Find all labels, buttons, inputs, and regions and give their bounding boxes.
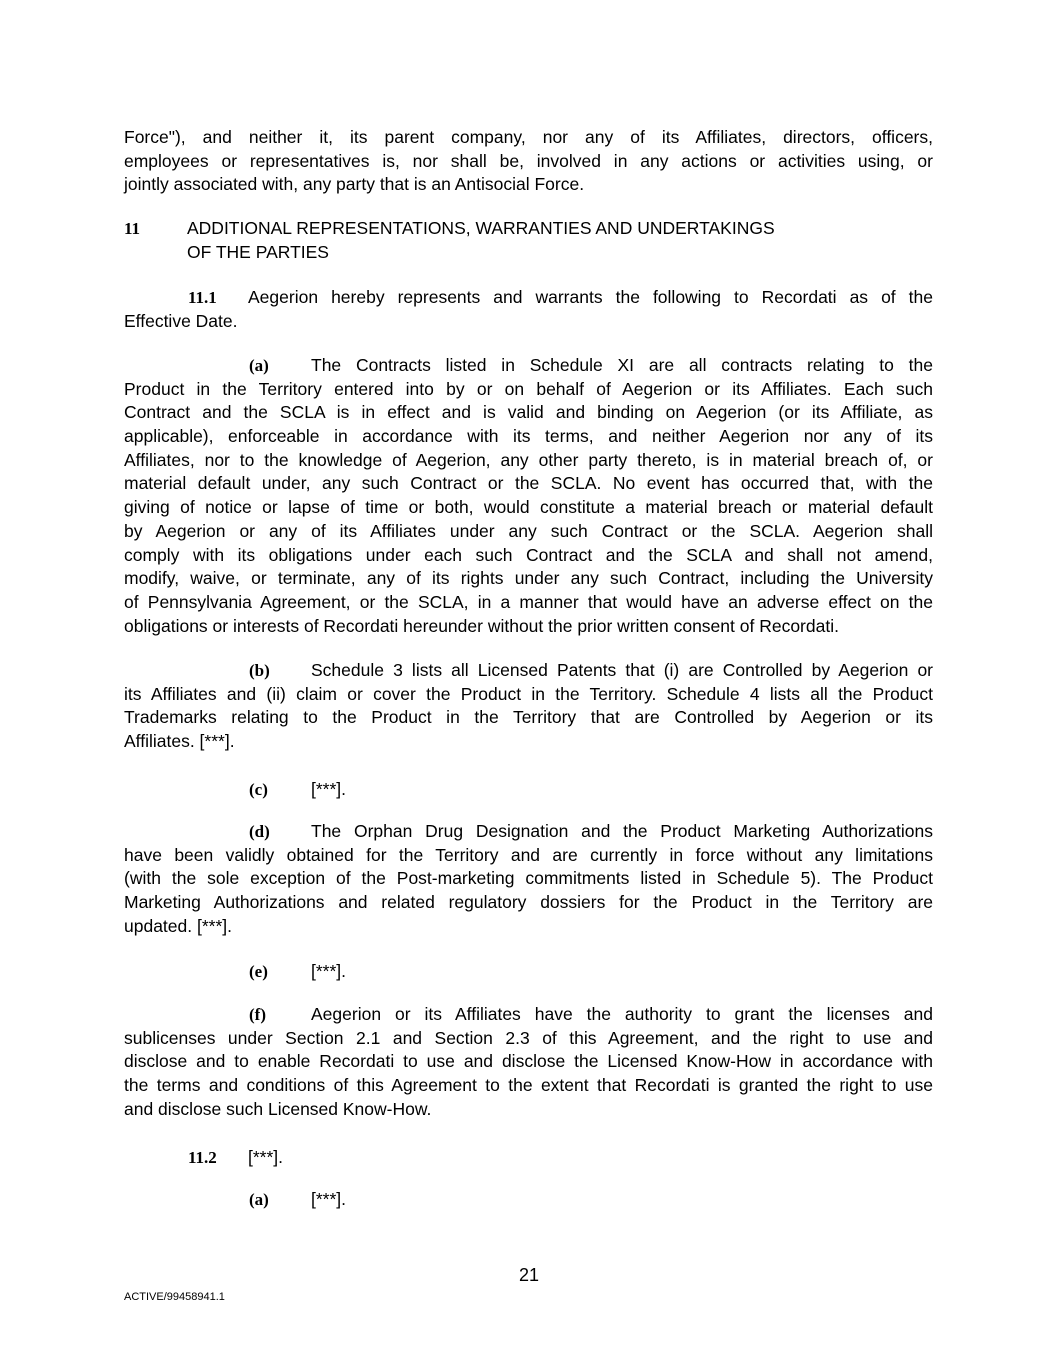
text-line (124, 844, 933, 868)
line-text: [***]. (311, 1189, 347, 1209)
clause-label: (a) (249, 356, 269, 375)
clause-label: 11.2 (188, 1148, 217, 1167)
line-text: The Contracts listed in Schedule XI are all contracts relating to the (311, 355, 933, 375)
line-text: material default under, any such Contract or the SCLA. No event has occurred that, with the (124, 473, 933, 494)
line-text: employees or representatives is, nor shall be, involved in any actions or activities using, or (124, 150, 933, 171)
line-text: applicable), enforceable in accordance with its terms, and neither Aegerion nor any of its (124, 426, 933, 447)
text-line (124, 126, 933, 150)
line-text: Aegerion hereby represents and warrants the following to Recordati as of the (248, 287, 933, 307)
line-text: comply with its obligations under each such Contract and the SCLA and shall not amend, (124, 544, 933, 565)
text-line (124, 867, 933, 891)
text-line (124, 425, 933, 449)
text-line (124, 173, 933, 197)
text-line (124, 472, 933, 496)
line-text: and disclose such Licensed Know-How. (124, 1098, 432, 1119)
line-text: Marketing Authorizations and related regulatory dossiers for the Product in the Territory are (124, 892, 933, 913)
clause-label: (b) (249, 661, 270, 680)
line-text: of Pennsylvania Agreement, or the SCLA, in a manner that would have an adverse effect on the (124, 591, 933, 612)
text-line (124, 354, 933, 378)
footer-doc-id: ACTIVE/99458941.1 (124, 1291, 225, 1303)
text-line (124, 567, 933, 591)
line-text: modify, waive, or terminate, any of its rights under any such Contract, including the University (124, 568, 933, 589)
line-text: Affiliates, nor to the knowledge of Aegerion, any other party thereto, is in material breach of, or (124, 449, 933, 470)
line-text: Product in the Territory entered into by or on behalf of Aegerion or its Affiliates. Each such (124, 378, 933, 399)
text-line (124, 730, 933, 754)
paragraph (124, 960, 933, 984)
text-line (124, 778, 933, 802)
text-line (124, 591, 933, 615)
paragraph (124, 286, 933, 333)
text-line (124, 1003, 933, 1027)
text-line (124, 960, 933, 984)
section-number: 11 (124, 219, 141, 238)
paragraph (124, 126, 933, 197)
clause-label: (c) (249, 780, 268, 799)
line-text: Schedule 3 lists all Licensed Patents that (i) are Controlled by Aegerion or (311, 660, 933, 680)
line-text: by Aegerion or any of its Affiliates under any such Contract or the SCLA. Aegerion shall (124, 520, 933, 541)
text-line (124, 449, 933, 473)
clause-label: (e) (249, 962, 268, 981)
line-text: Contract and the SCLA is in effect and is valid and binding on Aegerion (or its Affiliate, as (124, 402, 933, 423)
text-line (124, 891, 933, 915)
text-line (124, 1074, 933, 1098)
paragraph (124, 820, 933, 938)
paragraph (124, 1146, 933, 1170)
text-line (124, 1188, 933, 1212)
line-text: (with the sole exception of the Post-marketing commitments listed in Schedule 5). The Product (124, 868, 933, 889)
paragraph (124, 1188, 933, 1212)
text-line (124, 706, 933, 730)
text-line (124, 1098, 933, 1122)
paragraph (124, 1003, 933, 1121)
line-text: [***]. (248, 1147, 284, 1167)
line-text: jointly associated with, any party that is an Antisocial Force. (124, 174, 585, 195)
paragraph (124, 354, 933, 638)
text-line (124, 1146, 933, 1170)
text-line (124, 310, 933, 334)
text-line (124, 659, 933, 683)
line-text: have been validly obtained for the Territory and are currently in force without any limitations (124, 844, 933, 865)
paragraph (124, 778, 933, 802)
line-text: the terms and conditions of this Agreement to the extent that Recordati is granted the right to use (124, 1075, 933, 1096)
line-text: its Affiliates and (ii) claim or cover the Product in the Territory. Schedule 4 lists all the Product (124, 683, 933, 704)
section-title-line1: ADDITIONAL REPRESENTATIONS, WARRANTIES AND UNDERTAKINGS (187, 218, 775, 238)
line-text: Effective Date. (124, 310, 238, 331)
text-line (124, 1027, 933, 1051)
text-line (124, 496, 933, 520)
line-text: Trademarks relating to the Product in the Territory that are Controlled by Aegerion or its (124, 707, 933, 728)
line-text: giving of notice or lapse of time or both, would constitute a material breach or material default (124, 497, 933, 518)
line-text: obligations or interests of Recordati hereunder without the prior written consent of Recordati. (124, 615, 839, 636)
line-text: disclose and to enable Recordati to use and disclose the Licensed Know-How in accordance with (124, 1051, 933, 1072)
clause-label: (d) (249, 822, 270, 841)
line-text: [***]. (311, 779, 347, 799)
text-line (124, 915, 933, 939)
line-text: [***]. (311, 961, 347, 981)
clause-label: 11.1 (188, 288, 217, 307)
text-line (124, 683, 933, 707)
line-text: updated. [***]. (124, 915, 232, 936)
text-line (124, 520, 933, 544)
line-text: sublicenses under Section 2.1 and Section 2.3 of this Agreement, and the right to use and (124, 1027, 933, 1048)
text-line (124, 820, 933, 844)
text-line (124, 615, 933, 639)
text-line (124, 150, 933, 174)
clause-label: (a) (249, 1190, 269, 1209)
section-title-line2: OF THE PARTIES (187, 242, 329, 262)
page-number: 21 (519, 1265, 540, 1285)
clause-label: (f) (249, 1005, 266, 1024)
line-text: Affiliates. [***]. (124, 731, 235, 752)
text-line (124, 378, 933, 402)
line-text: Force"), and neither it, its parent company, nor any of its Affiliates, directors, officers, (124, 127, 933, 147)
line-text: The Orphan Drug Designation and the Product Marketing Authorizations (311, 821, 933, 841)
line-text: Aegerion or its Affiliates have the authority to grant the licenses and (311, 1004, 933, 1024)
text-line (124, 401, 933, 425)
text-line (124, 544, 933, 568)
text-line (124, 1050, 933, 1074)
paragraph (124, 659, 933, 754)
text-line (124, 286, 933, 310)
